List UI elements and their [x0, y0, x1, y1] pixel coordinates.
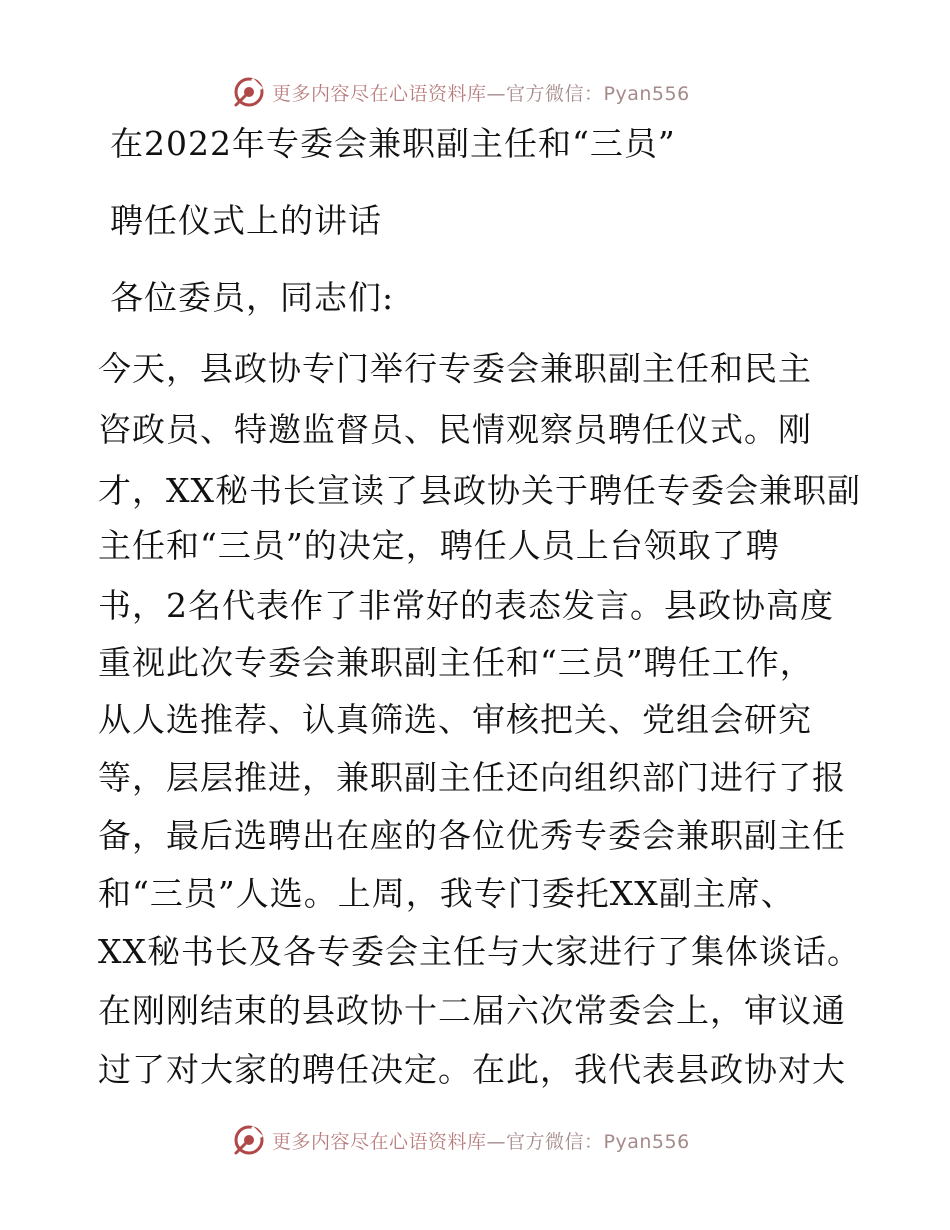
body-line: 才，XX秘书长宣读了县政协关于聘任专委会兼职副: [98, 471, 861, 510]
body-line: 备，最后选聘出在座的各位优秀专委会兼职副主任: [98, 816, 846, 855]
salutation: 各位委员，同志们:: [110, 278, 395, 317]
document-title-line-1: 在2022年专委会兼职副主任和“三员”: [110, 124, 676, 163]
header-watermark: [232, 72, 712, 112]
body-line: 主任和“三员”的决定，聘任人员上台领取了聘: [98, 526, 780, 565]
document-title-line-2: 聘任仪式上的讲话: [110, 201, 382, 240]
body-line: 从人选推荐、认真筛选、审核把关、党组会研究: [98, 700, 812, 739]
body-line: 书，2名代表作了非常好的表态发言。县政协高度: [98, 586, 834, 625]
body-line: 重视此次专委会兼职副主任和“三员”聘任工作，: [98, 643, 814, 682]
body-line: XX秘书长及各专委会主任与大家进行了集体谈话。: [98, 932, 861, 971]
watermark-text: 更多内容尽在心语资料库—官方微信：Pyan556: [272, 1130, 690, 1153]
body-line: 等，层层推进，兼职副主任还向组织部门进行了报: [98, 758, 846, 797]
watermark-text: 更多内容尽在心语资料库—官方微信：Pyan556: [272, 82, 690, 105]
footer-watermark: [232, 1120, 712, 1160]
body-line: 在刚刚结束的县政协十二届六次常委会上，审议通: [98, 991, 846, 1030]
body-line: 今天，县政协专门举行专委会兼职副主任和民主: [98, 349, 812, 388]
pen-logo-icon: [232, 75, 266, 109]
pen-logo-icon: [232, 1123, 266, 1157]
body-line: 和“三员”人选。上周，我专门委托XX副主席、: [98, 874, 795, 913]
body-line: 咨政员、特邀监督员、民情观察员聘任仪式。刚: [98, 410, 812, 449]
body-line: 过了对大家的聘任决定。在此，我代表县政协对大: [98, 1050, 846, 1089]
